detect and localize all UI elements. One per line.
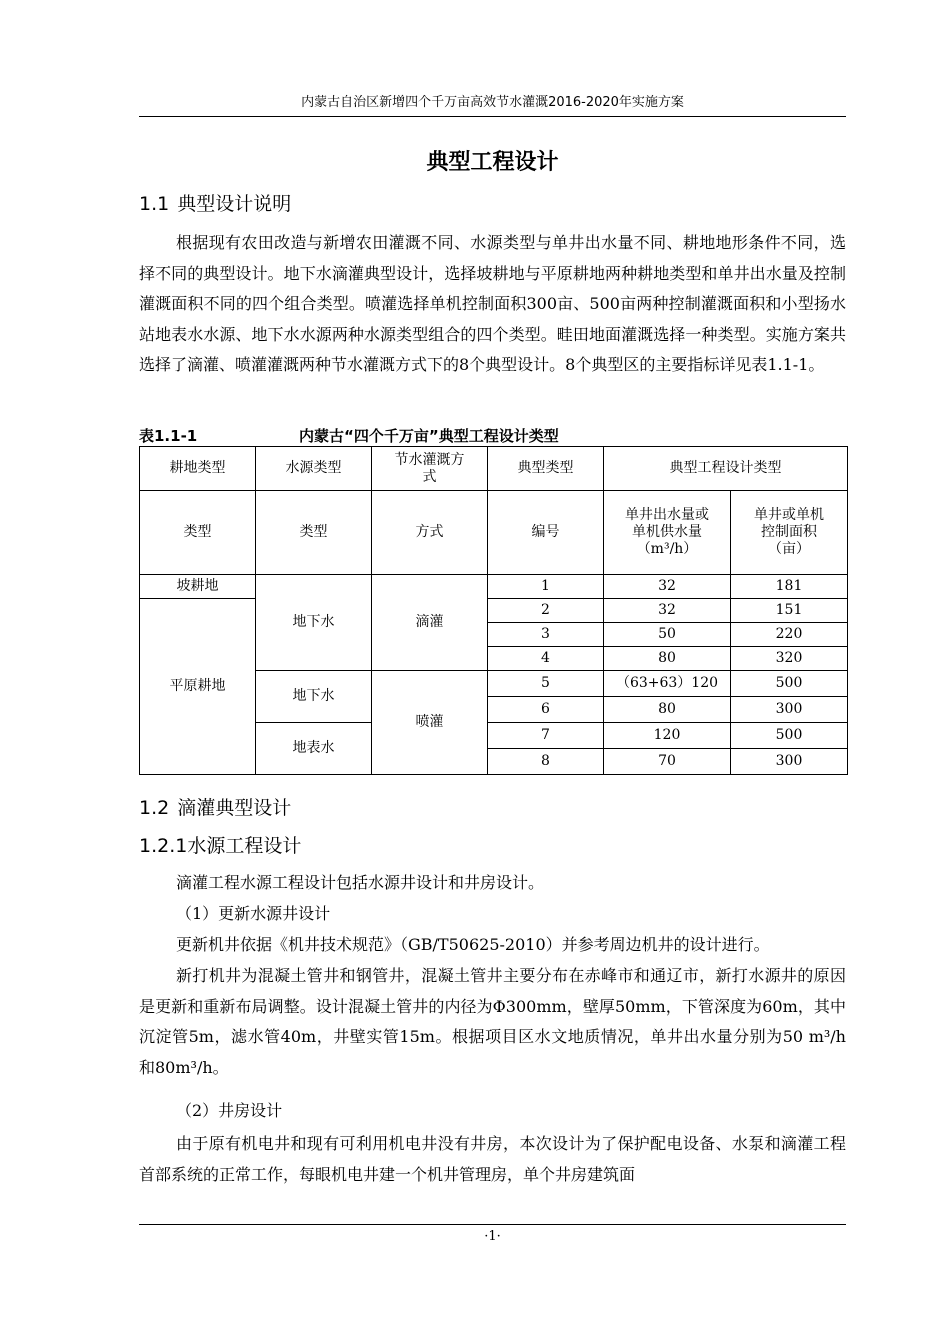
row-flow: 50: [604, 623, 731, 647]
subheader-flow: [604, 491, 731, 575]
row-flow: （63+63）120: [604, 671, 731, 697]
row-number: 5: [488, 671, 604, 697]
header-water-source: 水源类型: [256, 447, 372, 491]
section-number: 1.2.1: [139, 835, 188, 857]
row-flow: 80: [604, 647, 731, 671]
row-flow: 120: [604, 723, 731, 749]
water-source-cell: 地下水: [256, 671, 372, 723]
intro-paragraph: 根据现有农田改造与新增农田灌溉不同、水源类型与单井出水量不同、耕地地形条件不同，选择不同的典型设计。地下水滴灌典型设计，选择坡耕地与平原耕地两种耕地类型和单井出水量及控制灌溉面积不同的四个组合类型。喷灌选择单机控制面积300亩、500亩两种控制灌溉面积和小型扬水站地表水水源、地下水水源两种水源类型组合的四个类型。畦田地面灌溉选择一种类型。实施方案共选择了滴灌、喷灌灌溉两种节水灌溉方式下的8个典型设计。8个典型区的主要指标详见表1.1-1。: [139, 233, 846, 374]
section-heading-1-2-1: [139, 833, 301, 859]
subheader-number: 编号: [488, 491, 604, 575]
footer-rule: [139, 1224, 846, 1225]
row-number: 3: [488, 623, 604, 647]
water-source-cell: 地表水: [256, 723, 372, 775]
land-type-cell: 坡耕地: [140, 575, 256, 599]
subheader-method: 方式: [372, 491, 488, 575]
page-title: 典型工程设计: [426, 150, 559, 175]
water-source-intro: 滴灌工程水源工程设计包括水源井设计和井房设计。: [176, 873, 545, 892]
well-design-paragraph: 新打机井为混凝土管井和钢管井，混凝土管井主要分布在赤峰市和通辽市，新打水源井的原因是更新和重新布局调整。设计混凝土管井的内径为Φ300mm，壁厚50mm，下管深度为60m，其中沉淀管5m，滤水管40m，井壁实管15m。根据项目区水文地质情况，单井出水量分别为50 m³/h 和80m³/h。: [139, 966, 846, 1077]
item-2-title: （2）井房设计: [176, 1101, 283, 1120]
header-irrigation-method: [372, 447, 488, 491]
section-number: 1.1: [139, 193, 170, 215]
table-caption-title: 内蒙古“四个千万亩”典型工程设计类型: [299, 427, 559, 445]
land-type-cell: 平原耕地: [140, 599, 256, 775]
method-cell: 滴灌: [372, 575, 488, 671]
row-area: 500: [731, 723, 848, 749]
row-area: 220: [731, 623, 848, 647]
page-number: ·1·: [484, 1229, 501, 1244]
row-flow: 80: [604, 697, 731, 723]
item-1-title: （1）更新水源井设计: [176, 904, 331, 923]
header-land-type: 耕地类型: [140, 447, 256, 491]
row-area: 181: [731, 575, 848, 599]
design-types-table: [139, 446, 848, 775]
row-number: 6: [488, 697, 604, 723]
subheader-type: 类型: [256, 491, 372, 575]
section-heading-1-2: [139, 795, 291, 821]
well-house-paragraph: 由于原有机电井和现有可利用机电井没有井房，本次设计为了保护配电设备、水泵和滴灌工程首部系统的正常工作，每眼机电井建一个机井管理房，单个井房建筑面: [139, 1134, 846, 1184]
row-area: 300: [731, 697, 848, 723]
section-title: 水源工程设计: [187, 835, 302, 857]
header-typical-type: 典型类型: [488, 447, 604, 491]
subheader-area: [731, 491, 848, 575]
row-area: 320: [731, 647, 848, 671]
item-1-standard: 更新机井依据《机井技术规范》（GB/T50625-2010）并参考周边机井的设计进行。: [176, 935, 770, 954]
table-caption: [139, 426, 846, 446]
subheader-area-text: 单井或单机控制面积（亩）: [754, 507, 824, 557]
row-flow: 32: [604, 575, 731, 599]
row-number: 4: [488, 647, 604, 671]
row-area: 300: [731, 749, 848, 775]
row-number: 8: [488, 749, 604, 775]
subheader-type: 类型: [140, 491, 256, 575]
method-cell: 喷灌: [372, 671, 488, 775]
row-flow: 32: [604, 599, 731, 623]
section-heading-1-1: [139, 191, 291, 217]
row-number: 2: [488, 599, 604, 623]
header-rule: [139, 116, 846, 117]
row-flow: 70: [604, 749, 731, 775]
subheader-flow-text: 单井出水量或单机供水量（m³/h）: [625, 507, 709, 557]
water-source-cell: 地下水: [256, 575, 372, 671]
row-area: 151: [731, 599, 848, 623]
row-number: 7: [488, 723, 604, 749]
row-number: 1: [488, 575, 604, 599]
table-caption-number: 表1.1-1: [139, 427, 198, 445]
header-design-type: 典型工程设计类型: [604, 447, 848, 491]
section-title: 滴灌典型设计: [177, 797, 292, 819]
section-number: 1.2: [139, 797, 170, 819]
running-header: 内蒙古自治区新增四个千万亩高效节水灌溉2016-2020年实施方案: [301, 95, 684, 110]
section-title: 典型设计说明: [177, 193, 292, 215]
row-area: 500: [731, 671, 848, 697]
header-irrigation-method-text: 节水灌溉方式: [394, 451, 465, 485]
